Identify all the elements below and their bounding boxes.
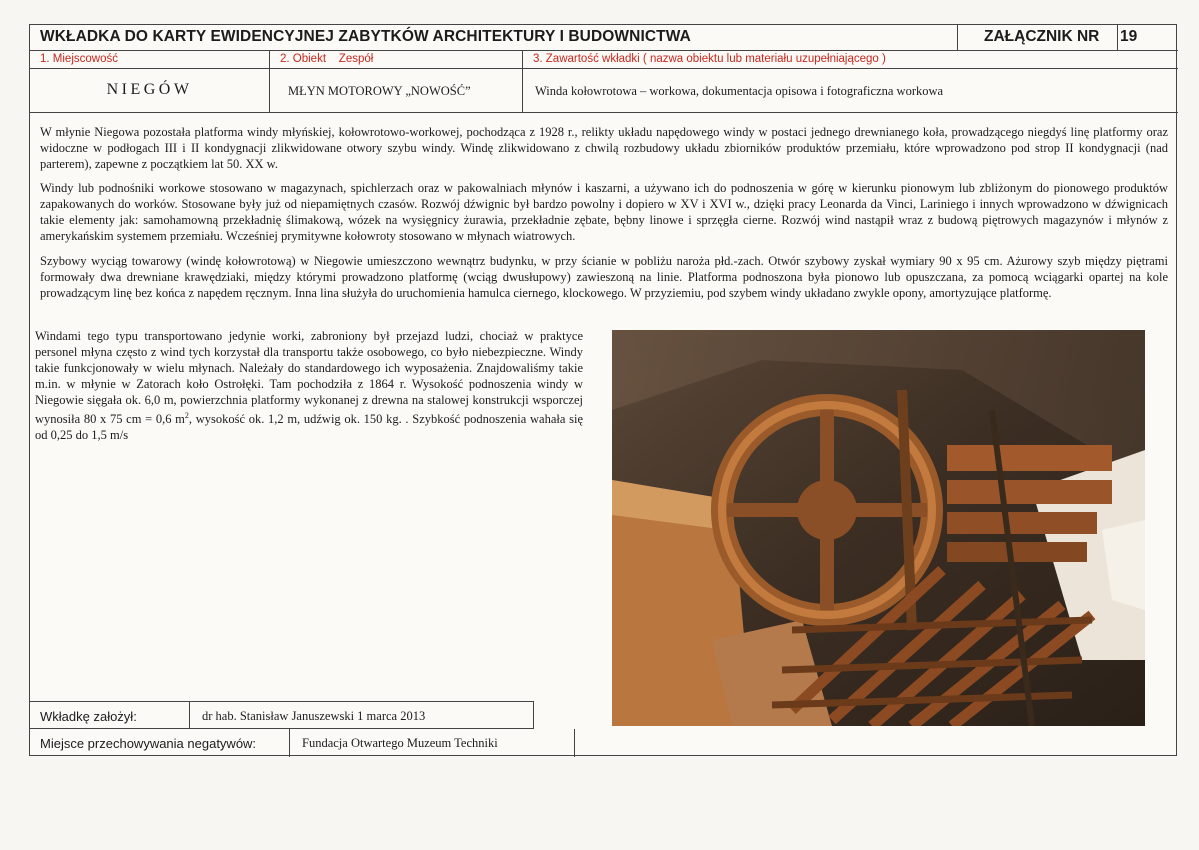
annex-label: ZAŁĄCZNIK NR (958, 25, 1118, 51)
card-title: WKŁADKA DO KARTY EWIDENCYJNEJ ZABYTKÓW ARCHITEKTURY I BUDOWNICTWA (30, 25, 958, 51)
storage-label: Miejsce przechowywania negatywów: (30, 729, 290, 757)
content-label: 3. Zawartość wkładki ( nazwa obiektu lub materiału uzupełniającego ) (523, 51, 1178, 69)
storage-value: Fundacja Otwartego Muzeum Techniki (290, 729, 575, 757)
annex-number: 19 (1118, 25, 1178, 51)
record-card (29, 24, 1177, 756)
object-label: 2. Obiekt Zespół (270, 51, 523, 69)
author-value: dr hab. Stanisław Januszewski 1 marca 2013 (190, 701, 534, 729)
paragraph-specifications (35, 328, 583, 443)
specs-text-b: , wysokość ok. 1,2 m, udźwig ok. 150 kg. . Szybkość podnoszenia wahała się od 0,25 do 1,5 m/s (35, 412, 583, 443)
content-value: Winda kołowrotowa – workowa, dokumentacja opisowa i fotograficzna workowa (523, 69, 1178, 113)
location-value: NIEGÓW (30, 69, 270, 113)
specs-text-a: Windami tego typu transportowano jedynie worki, zabroniony był przejazd ludzi, chociaż w praktyce personel młyna często z wind tych korzystał dla transportu także osobowego, co było niebezpieczne. Windy takie funkcjonowały w wielu młynach. Należały do standardowego ich wyposażenia. Znajdowaliśmy takie m.in. w młynie w Zatorach koło Ostrołęki. Tam pochodziła z 1864 r. Wysokość podnoszenia windy w Niegowie sięgała ok. 6,0 m, powierzchnia platformy wykonanej z drewna na stalowej konstrukcji wsporczej wynosiła 80 x 75 cm = 0,6 m (35, 329, 583, 427)
location-label: 1. Miejscowość (30, 51, 270, 69)
author-label: Wkładkę założył: (30, 701, 190, 729)
paragraph-construction: Szybowy wyciąg towarowy (windę kołowrotową) w Niegowie umieszczono wewnątrz budynku, w przy ścianie w pobliżu naroża płd.-zach. Otwór szybowy zyskał wymiary 90 x 95 cm. Ażurowy szyb między piętrami formowały dwa drewniane krawędziaki, między którymi prowadzono platformę (wciąg dwusłupowy) zawieszoną na linie. Platforma podnoszona była pionowo lub opuszczana, za pomocą wciągarki opartej na kole prowadzącym linę bez końca z napędem ręcznym. Inna lina służyła do uruchomienia hamulca ciernego, klockowego. W przyziemiu, pod szybem windy układano zwykle opony, amortyzujące platformę. (40, 254, 1168, 300)
object-value: MŁYN MOTOROWY „NOWOŚĆ” (270, 69, 523, 113)
specs-superscript: 2 (184, 411, 189, 420)
winch-photo (612, 330, 1145, 726)
paragraph-background: Windy lub podnośniki workowe stosowano w magazynach, spichlerzach oraz w pakowalniach młynów i kaszarni, a używano ich do podnoszenia w górę w kierunku pionowym lub zbliżonym do pionowego produktów zapakowanych do worków. Stosowane były już od niepamiętnych czasów. Rozwój dźwignic był bardzo powolny i dopiero w XV i XVI w., dzięki pracy Leonarda da Vinci, Lariniego i innych wprowadzono w dźwignicach takie elementy jak: samohamowną przekładnię ślimakową, wózek na wysięgnicy żurawia, przekładnie zębate, bębny linowe i sprzęgła cierne. Rozwój wind nastąpił wraz z budową piętrowych magazynów i młynów z amerykańskim systemem przemiału. Wcześniej prymitywne kołowroty stosowano w młynach wiatrowych. (40, 181, 1168, 243)
paragraph-history: W młynie Niegowa pozostała platforma windy młyńskiej, kołowrotowo-workowej, pochodząca z 1928 r., relikty układu napędowego windy w postaci jednego drewnianego koła, prowadzącego niegdyś linę platformy oraz widoczne w podłogach III i II kondygnacji zlikwidowane otwory szybu windy. Windę zlikwidowano z chwilą rozbudowy układu zbiorników produktów przemiału, które wprowadzono pod strop II kondygnacji (nad parterem), zapewne z początkiem lat 50. XX w. (40, 125, 1168, 171)
wooden-winch-wheel-image (612, 330, 1145, 726)
